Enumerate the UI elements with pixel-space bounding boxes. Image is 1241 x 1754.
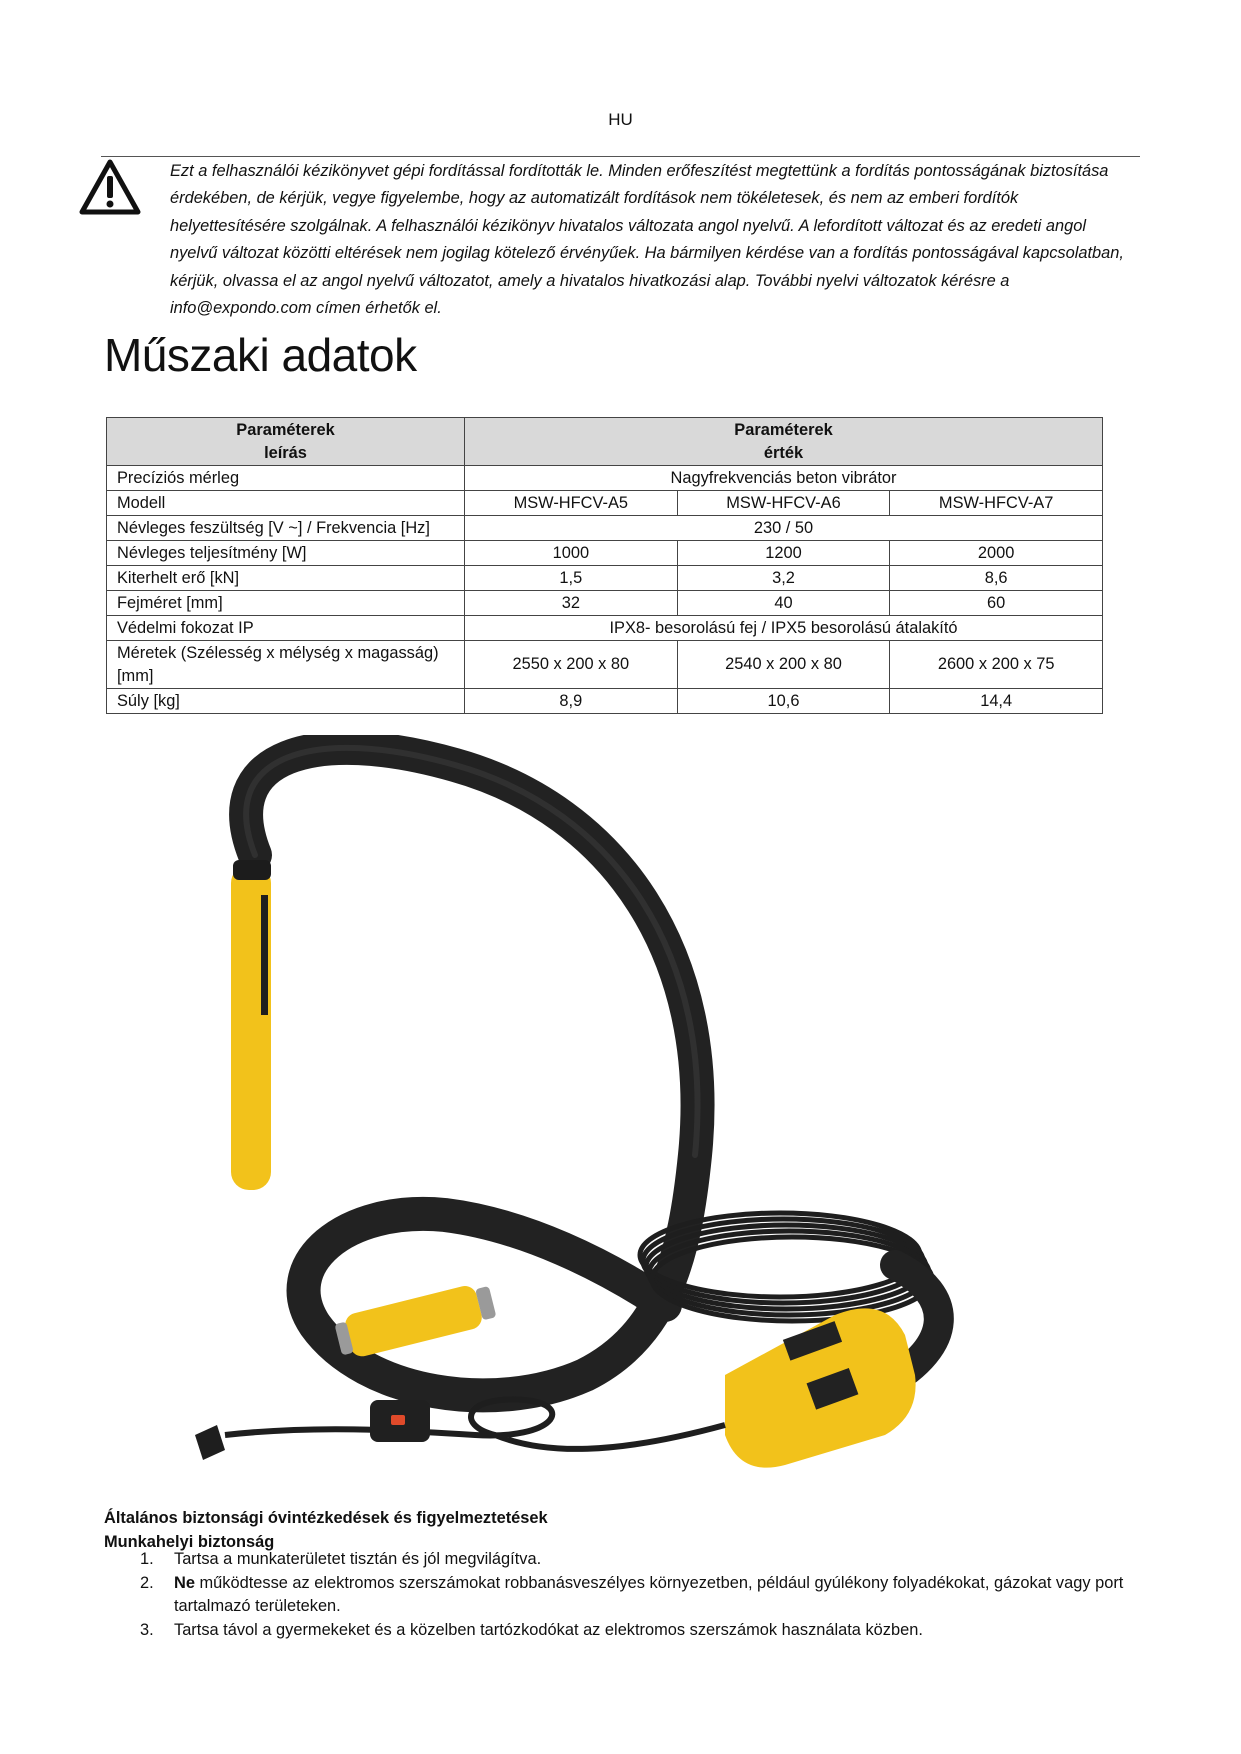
list-number: 2.	[140, 1573, 154, 1592]
table-row	[107, 516, 1103, 541]
list-text: Tartsa a munkaterületet tisztán és jól megvilágítva.	[174, 1550, 542, 1568]
table-row	[107, 591, 1103, 616]
list-item	[104, 1548, 1144, 1572]
row-value: 8,6	[890, 566, 1103, 591]
list-number: 3.	[140, 1620, 154, 1639]
list-text: működtesse az elektromos szerszámokat robbanásveszélyes környezetben, például gyúlékony folyadékokat, gázokat vagy port tartalmazó területeken.	[174, 1573, 1124, 1615]
row-label: Precíziós mérleg	[107, 466, 465, 491]
row-value: 8,9	[465, 689, 678, 714]
row-value: 2550 x 200 x 80	[465, 641, 678, 689]
row-value: MSW-HFCV-A5	[465, 491, 678, 516]
row-value: 14,4	[890, 689, 1103, 714]
row-label: Névleges teljesítmény [W]	[107, 541, 465, 566]
page-language-label: HU	[608, 110, 633, 129]
row-value: 230 / 50	[465, 516, 1103, 541]
list-number: 1.	[140, 1550, 154, 1568]
warning-icon	[78, 158, 142, 216]
list-emphasis: Ne	[174, 1573, 195, 1592]
row-value: IPX8- besorolású fej / IPX5 besorolású átalakító	[465, 616, 1103, 641]
row-label: Névleges feszültség [V ~] / Frekvencia [Hz]	[107, 516, 465, 541]
row-value: 2600 x 200 x 75	[890, 641, 1103, 689]
row-value: 1000	[465, 541, 678, 566]
spec-table	[106, 417, 1103, 714]
header-cell-value	[465, 418, 1103, 466]
power-plug	[195, 1425, 225, 1460]
table-row	[107, 491, 1103, 516]
row-label: Fejméret [mm]	[107, 591, 465, 616]
frequency-converter	[725, 1308, 916, 1467]
row-value: 3,2	[677, 566, 890, 591]
list-item	[104, 1572, 1144, 1619]
row-value: 2540 x 200 x 80	[677, 641, 890, 689]
table-header-row	[107, 418, 1103, 466]
product-photo-concrete-vibrator	[195, 735, 1055, 1480]
row-value: 40	[677, 591, 890, 616]
header-text: érték	[763, 443, 804, 462]
table-row	[107, 466, 1103, 491]
row-value: 2000	[890, 541, 1103, 566]
table-row	[107, 566, 1103, 591]
table-row	[107, 641, 1103, 689]
header-text: Paraméterek	[734, 420, 833, 439]
row-value: MSW-HFCV-A7	[890, 491, 1103, 516]
row-value: 32	[465, 591, 678, 616]
table-row	[107, 541, 1103, 566]
row-value: 1200	[677, 541, 890, 566]
row-label: Kiterhelt erő [kN]	[107, 566, 465, 591]
header-divider	[101, 156, 1140, 157]
row-label: Méretek (Szélesség x mélység x magasság) [mm]	[107, 641, 465, 689]
header-text: leírás	[264, 443, 307, 462]
header-cell-description	[107, 418, 465, 466]
row-value: Nagyfrekvenciás beton vibrátor	[465, 466, 1103, 491]
row-value: 60	[890, 591, 1103, 616]
safety-heading: Általános biztonsági óvintézkedések és figyelmeztetések	[104, 1509, 548, 1527]
hose-coupling	[343, 1283, 485, 1358]
row-label: Modell	[107, 491, 465, 516]
header-text: Paraméterek	[236, 420, 335, 439]
row-label: Súly [kg]	[107, 689, 465, 714]
list-text: Tartsa távol a gyermekeket és a közelben tartózkodókat az elektromos szerszámok használata közben.	[174, 1620, 923, 1639]
row-value: 1,5	[465, 566, 678, 591]
workplace-safety-subheading: Munkahelyi biztonság	[104, 1533, 275, 1551]
table-row	[107, 689, 1103, 714]
row-label: Védelmi fokozat IP	[107, 616, 465, 641]
row-value: 10,6	[677, 689, 890, 714]
safety-list	[104, 1548, 1144, 1642]
translation-disclaimer: Ezt a felhasználói kézikönyvet gépi fordítással fordították le. Minden erőfeszítést megtettünk a fordítás pontosságának biztosítása érdekében, de kérjük, vegye figyelembe, hogy az automatizált fordítások nem tökéletesek, és nem az emberi fordítók helyettesítésére szolgálnak. A felhasználói kézikönyv hivatalos változata angol nyelvű. A lefordított változat és az eredeti angol nyelvű változat közötti eltérések nem jogilag kötelező érvényűek. Ha bármilyen kérdése van a fordítás pontosságával kapcsolatban, kérjük, olvassa el az angol nyelvű változatot, amely a hivatalos hivatkozási alap. További nyelvi változatok kérésre a info@expondo.com címen érhetők el.	[170, 162, 1124, 318]
page-title: Műszaki adatok	[104, 329, 417, 381]
list-item	[104, 1619, 1144, 1643]
row-value: MSW-HFCV-A6	[677, 491, 890, 516]
table-row	[107, 616, 1103, 641]
